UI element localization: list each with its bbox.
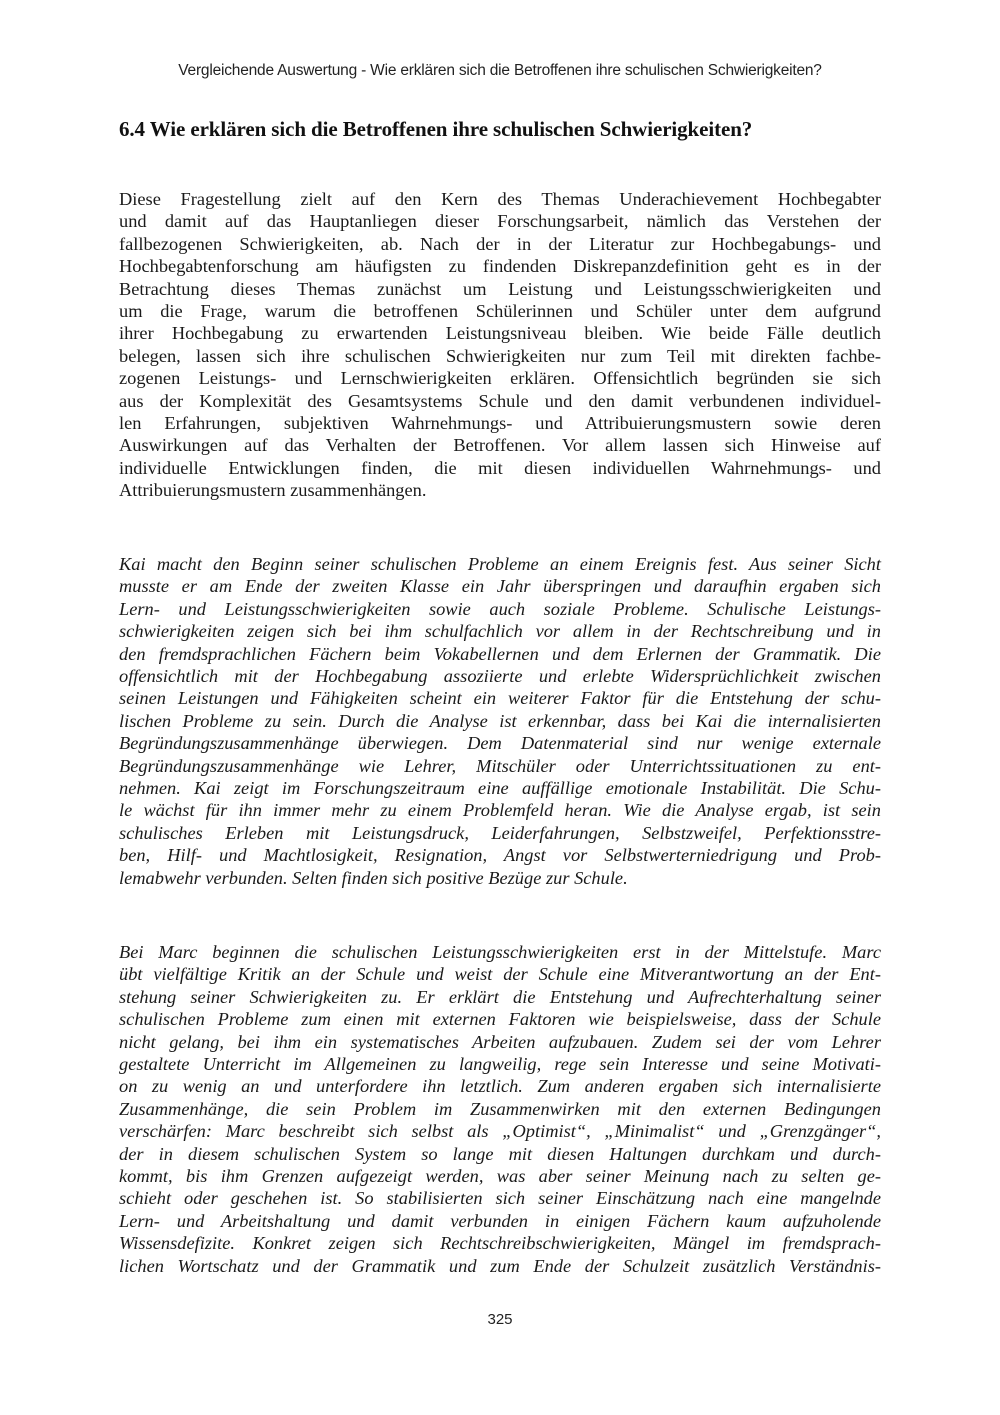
text-line: len Erfahrungen, subjektiven Wahrnehmungs- und Attribuierungsmustern sowie deren	[119, 413, 881, 434]
text-line: individuelle Entwicklungen finden, die mit diesen individuellen Wahrnehmungs- und	[119, 457, 881, 478]
text-line: übt vielfältige Kritik an der Schule und weist der Schule eine Mitverantwortung an der Ent-	[119, 964, 881, 985]
text-line: schulischen Probleme zum einen mit externen Faktoren wie beispielsweise, dass der Schule	[119, 1009, 881, 1030]
text-line: Wissensdefizite. Konkret zeigen sich Rechtschreibschwierigkeiten, Mängel im fremdsprach-	[119, 1233, 881, 1254]
text-line: zogenen Leistungs- und Lernschwierigkeiten erklären. Offensichtlich begründen sie sich	[119, 368, 881, 389]
text-line: lemabwehr verbunden. Selten finden sich positive Bezüge zur Schule.	[119, 867, 628, 888]
page-number: 325	[487, 1311, 513, 1328]
text-line: nehmen. Kai zeigt im Forschungszeitraum eine auffällige emotionale Instabilität. Die Schu-	[119, 778, 881, 799]
text-line: schieht oder geschehen ist. So stabilisierten sich seiner Einschätzung nach eine mangelnde	[119, 1188, 881, 1209]
text-line: Begründungszusammenhänge wie Lehrer, Mitschüler oder Unterrichtssituationen zu ent-	[119, 755, 881, 776]
body-paragraph-intro	[119, 188, 881, 502]
text-line: Attribuierungsmustern zusammenhängen.	[119, 480, 427, 501]
text-line: und damit auf das Hauptanliegen dieser Forschungsarbeit, nämlich das Verstehen der	[119, 211, 881, 232]
text-line: um die Frage, warum die betroffenen Schülerinnen und Schüler unter dem aufgrund	[119, 301, 881, 322]
text-line: Kai macht den Beginn seiner schulischen Probleme an einem Ereignis fest. Aus seiner Sicht	[119, 554, 881, 574]
body-paragraph-marc	[119, 941, 881, 1277]
text-line: Zusammenhänge, die sein Problem im Zusammenwirken mit den externen Bedingungen	[119, 1098, 881, 1119]
text-line: lischen Probleme zu sein. Durch die Analyse ist erkennbar, dass bei Kai die internalisierten	[119, 710, 881, 731]
text-line: musste er am Ende der zweiten Klasse ein Jahr überspringen und daraufhin ergaben sich	[119, 576, 881, 597]
text-line: Bei Marc beginnen die schulischen Leistungsschwierigkeiten erst in der Mittelstufe. Marc	[119, 942, 881, 962]
text-line: schwierigkeiten zeigen sich bei ihm schulfachlich vor allem in der Rechtschreibung und in	[119, 621, 881, 642]
text-line: Lern- und Leistungsschwierigkeiten sowie auch soziale Probleme. Schulische Leistungs-	[119, 598, 881, 619]
text-line: aus der Komplexität des Gesamtsystems Schule und den damit verbundenen individuel-	[119, 390, 881, 411]
text-line: den fremdsprachlichen Fächern beim Vokabellernen und dem Erlernen der Grammatik. Die	[119, 643, 881, 664]
text-line: Auswirkungen auf das Verhalten der Betroffenen. Vor allem lassen sich Hinweise auf	[119, 435, 881, 456]
text-line: gestaltete Unterricht im Allgemeinen zu langweilig, rege sein Interesse und seine Motivati-	[119, 1054, 881, 1075]
text-line: fallbezogenen Schwierigkeiten, ab. Nach der in der Literatur zur Hochbegabungs- und	[119, 233, 881, 254]
text-line: le wächst für ihn immer mehr zu einem Problemfeld heran. Wie die Analyse ergab, ist sein	[119, 800, 881, 821]
text-line: Lern- und Arbeitshaltung und damit verbunden in einigen Fächern kaum aufzuholende	[119, 1210, 881, 1231]
text-line: belegen, lassen sich ihre schulischen Schwierigkeiten nur zum Teil mit direkten fachbe-	[119, 345, 881, 366]
text-line: on zu wenig an und unterfordere ihn letztlich. Zum anderen ergaben sich internalisierte	[119, 1076, 881, 1097]
text-line: ben, Hilf- und Machtlosigkeit, Resignation, Angst vor Selbstwerterniedrigung und Prob-	[119, 845, 881, 866]
text-line: seinen Leistungen und Fähigkeiten scheint ein weiterer Faktor für die Entstehung der schu-	[119, 688, 881, 709]
text-line: ihrer Hochbegabung zu erwartenden Leistungsniveau bleiben. Wie beide Fälle deutlich	[119, 323, 881, 344]
text-line: Betrachtung dieses Themas zunächst um Leistung und Leistungsschwierigkeiten und	[119, 278, 881, 299]
text-line: Hochbegabtenforschung am häufigsten zu findenden Diskrepanzdefinition geht es in der	[119, 256, 881, 277]
text-line: schulisches Erleben mit Leistungsdruck, Leiderfahrungen, Selbstzweifel, Perfektionsstre-	[119, 822, 881, 843]
text-line: kommt, bis ihm Grenzen aufgezeigt werden, was aber seiner Meinung nach zu selten ge-	[119, 1166, 881, 1187]
text-line: verschärfen: Marc beschreibt sich selbst als „Optimist“, „Minimalist“ und „Grenzgänger“,	[119, 1121, 881, 1142]
text-line: nicht gelang, bei ihm ein systematisches Arbeiten aufzubauen. Zudem sei der vom Lehrer	[119, 1031, 881, 1052]
text-line: offensichtlich mit der Hochbegabung assoziierte und erlebte Widersprüchlichkeit zwischen	[119, 666, 881, 687]
text-line: stehung seiner Schwierigkeiten zu. Er erklärt die Entstehung und Aufrechterhaltung seiner	[119, 986, 881, 1007]
text-line: Begründungszusammenhänge überwiegen. Dem Datenmaterial sind nur wenige externale	[119, 733, 881, 754]
section-title: 6.4 Wie erklären sich die Betroffenen ihre schulischen Schwierigkeiten?	[119, 117, 753, 141]
body-paragraph-kai	[119, 553, 881, 889]
text-line: der in diesem schulischen System so lange mit diesen Haltungen durchkam und durch-	[119, 1143, 881, 1164]
text-line: lichen Wortschatz und der Grammatik und zum Ende der Schulzeit zusätzlich Verständnis-	[119, 1255, 881, 1276]
text-line: Diese Fragestellung zielt auf den Kern des Themas Underachievement Hochbegabter	[119, 189, 881, 209]
running-header: Vergleichende Auswertung - Wie erklären sich die Betroffenen ihre schulischen Schwierigkeiten?	[178, 62, 822, 79]
